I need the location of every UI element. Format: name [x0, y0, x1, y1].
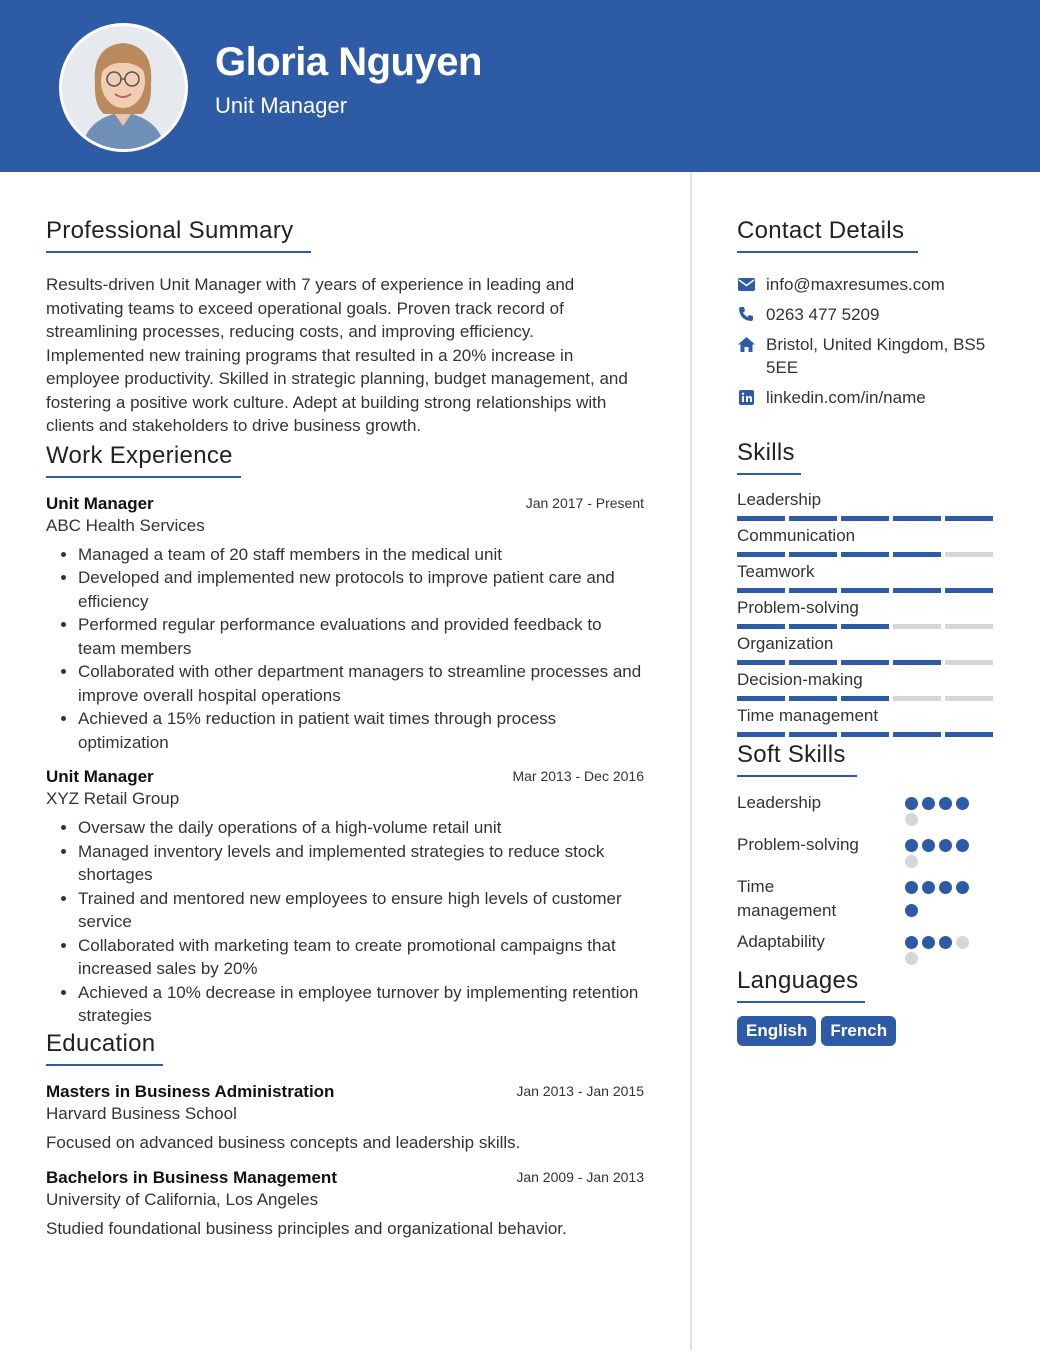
candidate-title: Unit Manager: [215, 93, 348, 118]
rating-dot: [905, 904, 918, 917]
skill-segment: [789, 696, 837, 701]
list-item: • Oversaw the daily operations of a high-volume retail unit: [78, 816, 644, 840]
skill-segment: [893, 660, 941, 665]
skill-segment: [737, 660, 785, 665]
skill-item: [737, 669, 995, 701]
avatar: [59, 23, 188, 152]
skill-rating-bar: [737, 732, 995, 737]
skill-rating-bar: [737, 624, 995, 629]
skill-segment: [737, 588, 785, 593]
rating-dot: [905, 881, 918, 894]
rating-dot: [956, 881, 969, 894]
sidebar-column: [737, 172, 995, 1046]
education-entry: [46, 1168, 644, 1241]
skill-item: [737, 705, 995, 737]
column-divider: [690, 172, 692, 1350]
summary-heading: Professional Summary: [46, 217, 311, 253]
rating-dot: [905, 813, 918, 826]
language-badge: French: [821, 1016, 896, 1046]
skill-segment: [945, 588, 993, 593]
education-date: Jan 2009 - Jan 2013: [516, 1169, 644, 1185]
job-company: XYZ Retail Group: [46, 789, 180, 808]
skill-segment: [841, 516, 889, 521]
linkedin-text[interactable]: linkedin.com/in/name: [766, 388, 926, 407]
job-title: Unit Manager: [46, 767, 154, 786]
skill-segment: [841, 588, 889, 593]
experience-heading: Work Experience: [46, 442, 241, 478]
job-bullets: [46, 816, 644, 1028]
job-date: Mar 2013 - Dec 2016: [512, 768, 644, 784]
contact-linkedin: [737, 386, 995, 409]
skill-segment: [893, 516, 941, 521]
rating-dot: [922, 936, 935, 949]
list-item: • Collaborated with marketing team to create promotional campaigns that increased sales by 20%: [78, 934, 644, 981]
rating-dot: [939, 881, 952, 894]
skill-segment: [841, 732, 889, 737]
soft-skill-item: [737, 875, 995, 923]
skill-label: Decision-making: [737, 670, 863, 689]
skill-item: [737, 489, 995, 521]
skill-segment: [945, 552, 993, 557]
skill-label: Leadership: [737, 490, 822, 509]
phone-icon: [737, 305, 755, 323]
skill-label: Communication: [737, 526, 856, 545]
skill-rating-bar: [737, 696, 995, 701]
soft-skills-heading: Soft Skills: [737, 741, 857, 777]
rating-dot: [956, 797, 969, 810]
soft-skill-rating: [905, 875, 979, 923]
education-date: Jan 2013 - Jan 2015: [516, 1082, 644, 1099]
list-item: • Trained and mentored new employees to ensure high levels of customer service: [78, 887, 644, 934]
list-item: • Performed regular performance evaluations and provided feedback to team members: [78, 613, 644, 660]
contact-phone: [737, 303, 995, 326]
candidate-name: Gloria Nguyen: [215, 40, 482, 84]
profile-photo-icon: [62, 26, 185, 149]
list-item: • Collaborated with other department managers to streamline processes and improve overall hospital operations: [78, 660, 644, 707]
rating-dot: [939, 936, 952, 949]
skill-segment: [893, 732, 941, 737]
skill-item: [737, 525, 995, 557]
skill-segment: [893, 696, 941, 701]
job-company: ABC Health Services: [46, 515, 205, 535]
linkedin-icon: [737, 388, 755, 406]
rating-dot: [905, 855, 918, 868]
skill-rating-bar: [737, 660, 995, 665]
school: University of California, Los Angeles: [46, 1190, 319, 1209]
skill-item: [737, 597, 995, 629]
contact-list: [737, 273, 995, 409]
soft-skill-rating: [905, 833, 979, 868]
skill-rating-bar: [737, 588, 995, 593]
soft-skills-list: [737, 791, 995, 965]
address-text: Bristol, United Kingdom, BS5 5EE: [766, 335, 986, 377]
languages-list: [737, 1016, 995, 1046]
skill-rating-bar: [737, 516, 995, 521]
education-desc: Focused on advanced business concepts and leadership skills.: [46, 1132, 521, 1152]
skill-item: [737, 561, 995, 593]
skill-segment: [737, 732, 785, 737]
list-item: • Developed and implemented new protocols to improve patient care and efficiency: [78, 566, 644, 613]
skill-segment: [841, 552, 889, 557]
job-entry: [46, 767, 644, 1028]
skill-item: [737, 633, 995, 665]
skill-segment: [945, 624, 993, 629]
rating-dot: [939, 839, 952, 852]
education-desc: Studied foundational business principles and organizational behavior.: [46, 1219, 567, 1238]
rating-dot: [922, 797, 935, 810]
skill-segment: [789, 732, 837, 737]
rating-dot: [905, 839, 918, 852]
education-heading: Education: [46, 1030, 163, 1066]
rating-dot: [905, 952, 918, 965]
summary-text: Results-driven Unit Manager with 7 years of experience in leading and motivating teams to exceed operational goals. Proven track record of streamlining processes, reducing costs, and improving efficiency. Implemented new training programs that resulted in a 20% increase in employee productivity. Skilled in strategic planning, budget management, and fostering a positive work culture. Adept at building strong relationships with clients and stakeholders to drive business growth.: [46, 275, 628, 435]
skill-segment: [789, 516, 837, 521]
soft-skill-label: Problem-solving: [737, 835, 859, 854]
skill-segment: [789, 624, 837, 629]
skills-list: [737, 489, 995, 737]
skill-label: Organization: [737, 634, 834, 653]
job-date: Jan 2017 - Present: [525, 494, 644, 511]
degree: Masters in Business Administration: [46, 1081, 335, 1101]
soft-skill-item: [737, 930, 995, 965]
home-icon: [737, 335, 755, 353]
soft-skill-label: Leadership: [737, 793, 822, 812]
job-title: Unit Manager: [46, 493, 154, 513]
skill-segment: [893, 588, 941, 593]
skill-segment: [737, 516, 785, 521]
contact-email: [737, 273, 995, 296]
skill-segment: [737, 696, 785, 701]
skill-segment: [789, 588, 837, 593]
rating-dot: [939, 797, 952, 810]
rating-dot: [905, 936, 918, 949]
contact-heading: Contact Details: [737, 217, 918, 253]
skill-segment: [841, 624, 889, 629]
skill-segment: [945, 696, 993, 701]
rating-dot: [922, 839, 935, 852]
language-badge: English: [737, 1016, 816, 1046]
skill-label: Time management: [737, 706, 879, 725]
education-entry: [46, 1082, 644, 1155]
envelope-icon: [737, 275, 755, 293]
skill-segment: [841, 696, 889, 701]
skill-segment: [737, 624, 785, 629]
list-item: • Achieved a 10% decrease in employee turnover by implementing retention strategies: [78, 981, 644, 1028]
skills-heading: Skills: [737, 439, 801, 475]
skill-segment: [737, 552, 785, 557]
soft-skill-label: Time management: [737, 877, 837, 920]
list-item: • Managed inventory levels and implemented strategies to reduce stock shortages: [78, 840, 644, 887]
contact-address: [737, 333, 995, 379]
list-item: • Achieved a 15% reduction in patient wait times through process optimization: [78, 707, 644, 754]
skill-rating-bar: [737, 552, 995, 557]
degree: Bachelors in Business Management: [46, 1168, 337, 1187]
soft-skill-item: [737, 833, 995, 868]
school: Harvard Business School: [46, 1103, 237, 1123]
languages-heading: Languages: [737, 967, 865, 1003]
skill-segment: [945, 516, 993, 521]
header-banner: [0, 0, 1040, 172]
skill-segment: [945, 660, 993, 665]
email-text[interactable]: info@maxresumes.com: [766, 275, 945, 294]
list-item: • Managed a team of 20 staff members in the medical unit: [78, 543, 644, 567]
soft-skill-label: Adaptability: [737, 932, 825, 951]
skill-label: Problem-solving: [737, 598, 859, 617]
skill-segment: [841, 660, 889, 665]
skill-label: Teamwork: [737, 562, 815, 581]
rating-dot: [956, 936, 969, 949]
skill-segment: [945, 732, 993, 737]
rating-dot: [905, 797, 918, 810]
skill-segment: [893, 552, 941, 557]
soft-skill-rating: [905, 930, 979, 965]
job-bullets: [46, 543, 644, 755]
skill-segment: [893, 624, 941, 629]
rating-dot: [922, 881, 935, 894]
main-column: [46, 172, 646, 1241]
job-entry: [46, 494, 644, 755]
rating-dot: [956, 839, 969, 852]
skill-segment: [789, 552, 837, 557]
skill-segment: [789, 660, 837, 665]
soft-skill-rating: [905, 791, 979, 826]
phone-text: 0263 477 5209: [766, 305, 880, 324]
soft-skill-item: [737, 791, 995, 826]
